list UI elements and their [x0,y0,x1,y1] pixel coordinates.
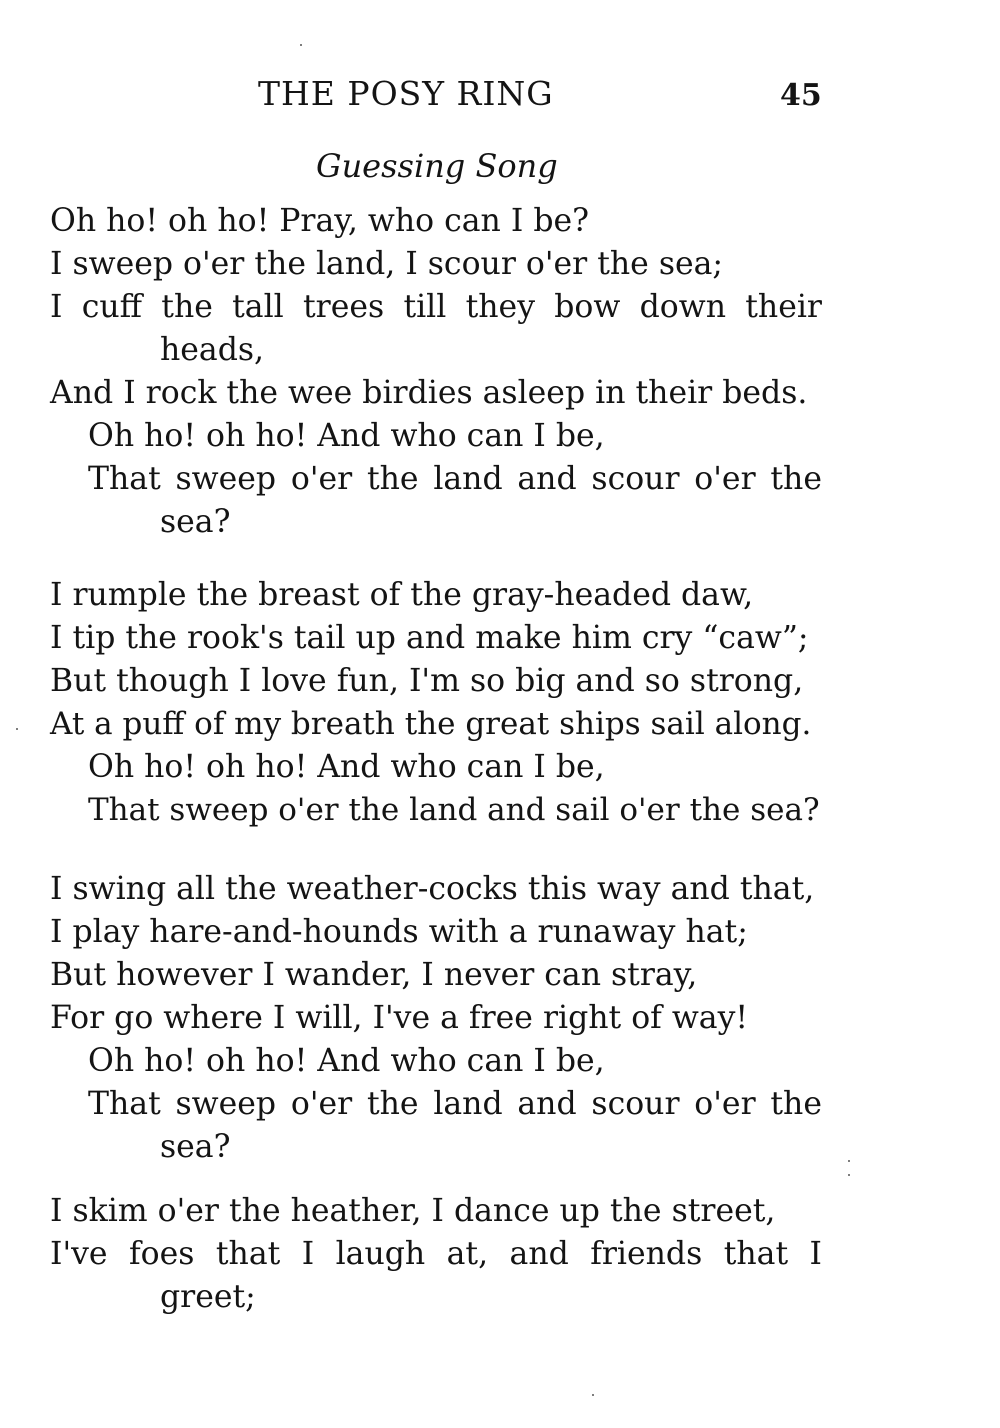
refrain-line: That sweep o'er the land and sail o'er the sea? [88,792,820,828]
running-title: THE POSY RING [258,74,554,113]
poem-line: But though I love fun, I'm so big and so strong, [50,663,804,699]
poem-line: But however I wander, I never can stray, [50,957,698,993]
poem-line: I cuff the tall trees till they bow down their [50,289,822,325]
stanza-2 [50,574,822,832]
poem-line-continuation: sea? [160,504,231,540]
poem-line: I play hare-and-hounds with a runaway hat; [50,914,748,950]
poem-line-continuation: greet; [160,1279,256,1315]
scan-speck [848,1174,850,1176]
poem-line: I've foes that I laugh at, and friends that I [50,1236,822,1272]
poem-line: I swing all the weather-cocks this way and that, [50,871,815,907]
poem-line: Oh ho! oh ho! Pray, who can I be? [50,203,590,239]
poem-line: And I rock the wee birdies asleep in their beds. [50,375,808,411]
refrain-line: Oh ho! oh ho! And who can I be, [88,1043,605,1079]
poem-line: I tip the rook's tail up and make him cry “caw”; [50,620,809,656]
scan-speck [848,1160,850,1162]
refrain-line: That sweep o'er the land and scour o'er the [88,1086,822,1122]
poem-line: I rumple the breast of the gray-headed daw, [50,577,754,613]
poem-line-continuation: heads, [160,332,265,368]
poem-line: I sweep o'er the land, I scour o'er the sea; [50,246,724,282]
refrain-line: Oh ho! oh ho! And who can I be, [88,418,605,454]
page-number: 45 [780,78,822,113]
scan-speck [592,1394,594,1396]
refrain-line: Oh ho! oh ho! And who can I be, [88,749,605,785]
refrain-line: That sweep o'er the land and scour o'er the [88,461,822,497]
scan-speck [16,728,18,730]
poem-title: Guessing Song [316,147,558,185]
stanza-3 [50,868,822,1169]
stanza-4 [50,1190,822,1319]
poem-line: At a puff of my breath the great ships sail along. [50,706,812,742]
scan-speck [300,44,302,46]
poem-line: I skim o'er the heather, I dance up the street, [50,1193,776,1229]
poem-line-continuation: sea? [160,1129,231,1165]
stanza-1 [50,200,822,544]
poem-line: For go where I will, I've a free right of way! [50,1000,749,1036]
